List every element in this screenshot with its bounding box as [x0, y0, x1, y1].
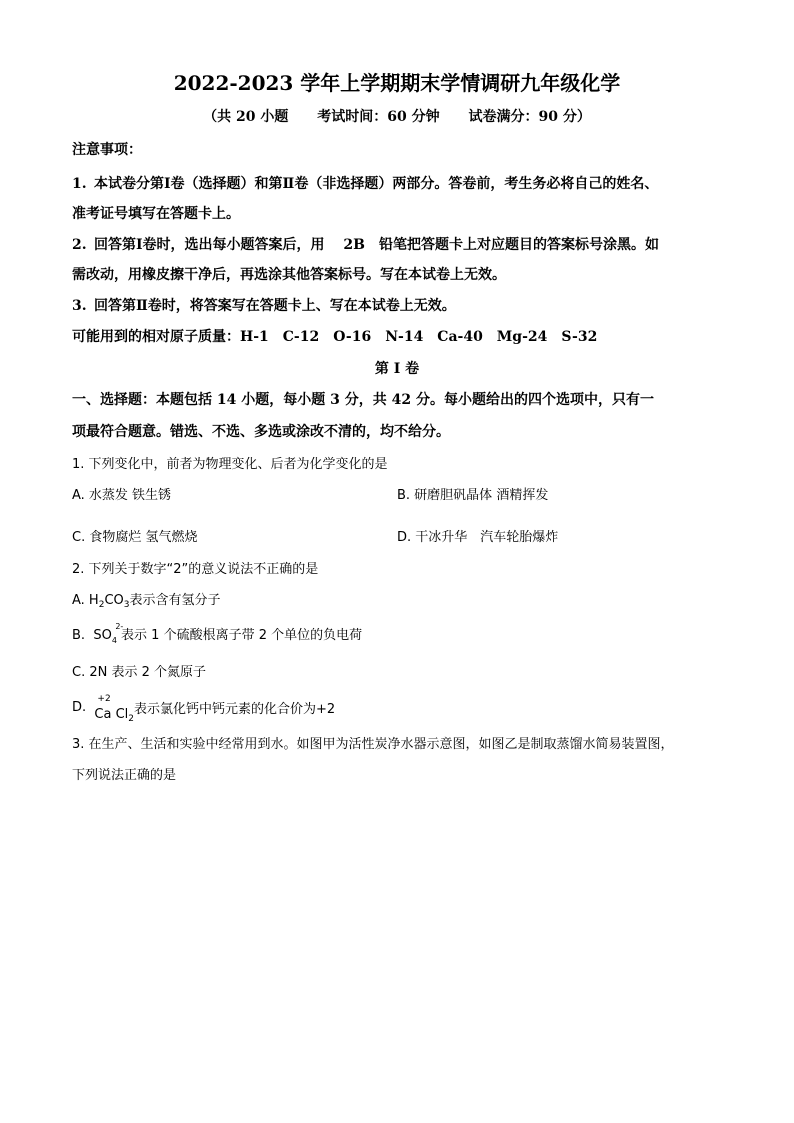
q1-option-b: B. 研磨胆矾晶体 酒精挥发	[397, 488, 549, 503]
q2-option-c: C. 2N 表示 2 个氮原子	[72, 665, 207, 680]
notice-item-1-line-2: 准考证号填写在答题卡上。	[72, 206, 240, 222]
sulfate-ion-formula: SO 2- $_4$	[93, 622, 124, 645]
notice-item-2-line-1: 2. 回答第Ⅰ卷时，选出每小题答案后，用 2B 铅笔把答题卡上对应题目的答案标号涂黑。如	[72, 237, 659, 253]
atomic-masses: 可能用到的相对原子质量：H-1 C-12 O-16 N-14 Ca-40 Mg-24 S-32	[72, 329, 598, 345]
q2-option-b: B. SO 2- $_4$ 表示 1 个硫酸根离子带 2 个单位的负电荷	[72, 622, 363, 645]
q2-stem: 2. 下列关于数字“2”的意义说法不正确的是	[72, 562, 319, 577]
q1-option-a: A. 水蒸发 铁生锈	[72, 488, 172, 503]
notice-item-1-line-1: 1. 本试卷分第Ⅰ卷（选择题）和第Ⅱ卷（非选择题）两部分。答卷前，考生务必将自己的姓名、	[72, 176, 659, 192]
notice-item-number: 2.	[72, 237, 87, 253]
q1-option-d: D. 干冰升华 汽车轮胎爆炸	[397, 530, 559, 545]
exam-subtitle	[0, 110, 794, 124]
q1-option-c: C. 食物腐烂 氢气燃烧	[72, 530, 198, 545]
q2-option-d: D. +2 Ca $Cl_2$表示氯化钙中钙元素的化合价为+2	[72, 694, 336, 724]
q1-stem: 1. 下列变化中，前者为物理变化、后者为化学变化的是	[72, 457, 388, 472]
q2-option-a: A. $H_2CO_3$表示含有氢分子	[72, 593, 221, 610]
notice-item-number: 1.	[72, 176, 87, 192]
q3-line-1: 3. 在生产、生活和实验中经常用到水。如图甲为活性炭净水器示意图，如图乙是制取蒸馏水简易装置图，	[72, 737, 674, 752]
q3-line-2: 下列说法正确的是	[72, 768, 177, 783]
exam-time: 考试时间：60 分钟	[317, 109, 440, 125]
full-score: 试卷满分：90 分）	[468, 109, 591, 125]
notice-heading: 注意事项：	[72, 142, 142, 158]
section-intro-line-1: 一、选择题：本题包括 14 小题，每小题 3 分，共 42 分。每小题给出的四个选项中，只有一	[72, 392, 654, 408]
question-count: （共 20 小题	[203, 109, 289, 125]
calcium-chloride-formula: +2 Ca $Cl_2$	[94, 694, 135, 724]
exam-title: 2022-2023 学年上学期期末学情调研九年级化学	[173, 71, 621, 95]
notice-item-2-line-2: 需改动，用橡皮擦干净后，再选涂其他答案标号。写在本试卷上无效。	[72, 267, 506, 283]
section-intro-line-2: 项最符合题意。错选、不选、多选或涂改不清的，均不给分。	[72, 424, 450, 440]
notice-item-number: 3.	[72, 298, 87, 314]
notice-item-3: 3. 回答第Ⅱ卷时，将答案写在答题卡上、写在本试卷上无效。	[72, 298, 456, 314]
section-title: 第 Ⅰ 卷	[374, 361, 420, 377]
